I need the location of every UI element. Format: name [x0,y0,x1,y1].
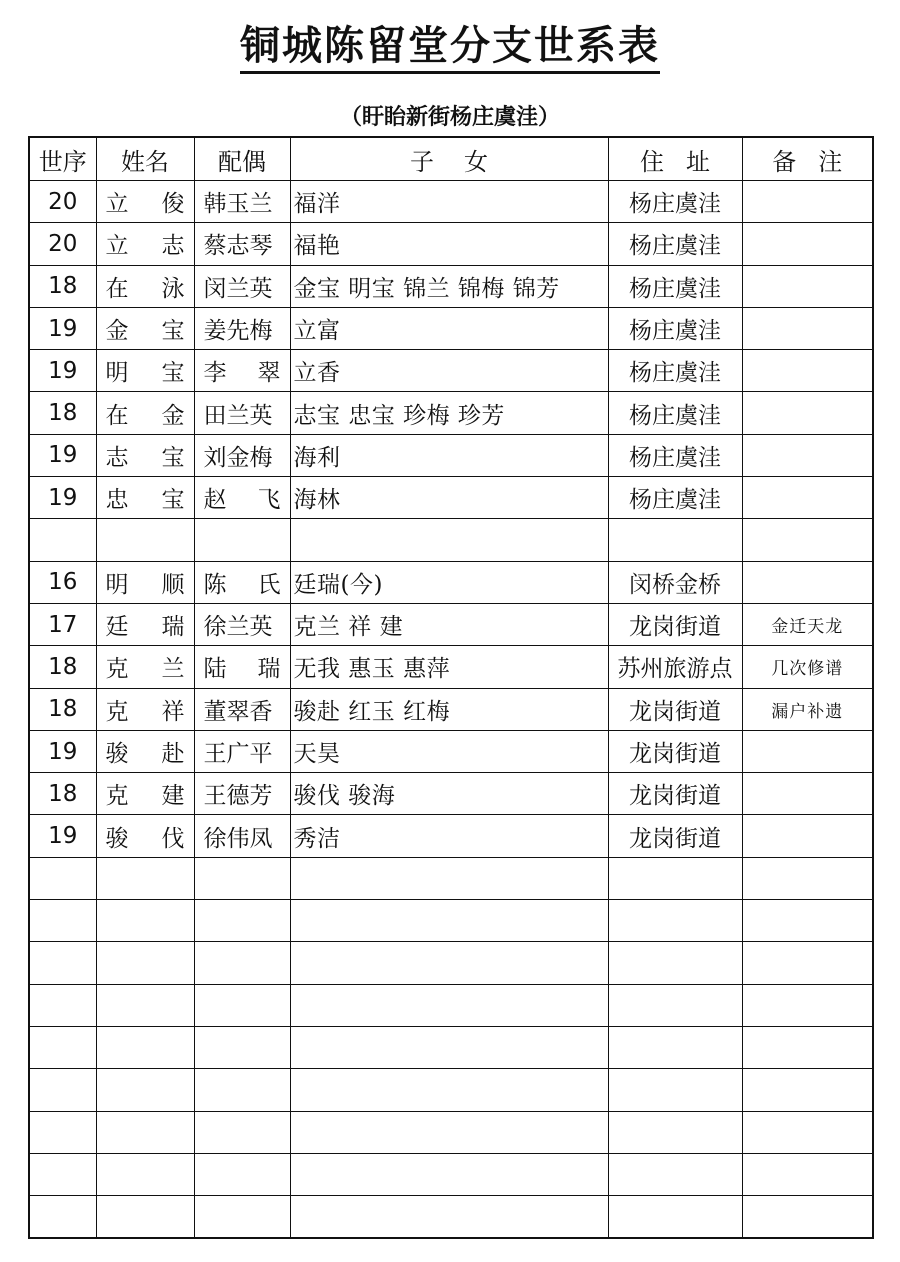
children-cell: 立富 [290,307,608,349]
generation-cell: 20 [29,181,96,223]
name-cell: 立志 [96,223,194,265]
spouse-cell [194,857,290,899]
address-cell: 龙岗街道 [608,730,742,772]
table-row [29,392,873,434]
note-cell [742,984,873,1026]
generation-cell [29,1153,96,1195]
generation-cell [29,519,96,561]
header-children [290,137,608,181]
children-cell: 金宝 明宝 锦兰 锦梅 锦芳 [290,265,608,307]
note-cell [742,561,873,603]
name-cell: 明宝 [96,350,194,392]
header-address-label: 住址 [640,147,732,176]
table-row [29,773,873,815]
address-cell [608,984,742,1026]
note-cell [742,350,873,392]
note-cell [742,1111,873,1153]
children-cell [290,984,608,1026]
table-row [29,688,873,730]
children-cell [290,900,608,942]
name-cell: 在泳 [96,265,194,307]
table-row [29,307,873,349]
children-cell [290,942,608,984]
spouse-cell [194,519,290,561]
children-cell [290,1026,608,1068]
address-cell [608,519,742,561]
note-cell [742,730,873,772]
children-cell: 天昊 [290,730,608,772]
table-row [29,350,873,392]
children-cell: 无我 惠玉 惠萍 [290,646,608,688]
note-cell [742,1153,873,1195]
address-cell: 杨庄虞洼 [608,265,742,307]
table-row [29,603,873,645]
generation-cell: 16 [29,561,96,603]
table-body [29,181,873,1239]
spouse-cell [194,984,290,1026]
generation-cell [29,1026,96,1068]
address-cell: 龙岗街道 [608,773,742,815]
address-cell: 龙岗街道 [608,603,742,645]
generation-cell: 19 [29,730,96,772]
table-row [29,1069,873,1111]
spouse-cell: 姜先梅 [194,307,290,349]
table-row [29,519,873,561]
header-spouse: 配偶 [194,137,290,181]
generation-cell: 18 [29,646,96,688]
children-cell [290,519,608,561]
table-row [29,181,873,223]
spouse-cell: 李翠 [194,350,290,392]
name-cell: 克建 [96,773,194,815]
table-row [29,1026,873,1068]
address-cell: 龙岗街道 [608,688,742,730]
generation-cell: 18 [29,265,96,307]
table-row [29,1153,873,1195]
children-cell: 立香 [290,350,608,392]
name-cell [96,1069,194,1111]
note-cell [742,1069,873,1111]
name-cell: 骏伐 [96,815,194,857]
name-cell: 在金 [96,392,194,434]
name-cell [96,942,194,984]
table-header-row [29,137,873,181]
children-cell [290,1196,608,1239]
table-row [29,900,873,942]
name-cell [96,857,194,899]
generation-cell [29,984,96,1026]
name-cell [96,1196,194,1239]
note-cell [742,434,873,476]
children-cell [290,1111,608,1153]
address-cell: 杨庄虞洼 [608,223,742,265]
note-cell [742,815,873,857]
generation-cell [29,857,96,899]
table-row [29,857,873,899]
name-cell: 克兰 [96,646,194,688]
generation-cell: 18 [29,773,96,815]
page-subtitle: （盱眙新街杨庄虞洼） [339,105,560,130]
children-cell: 廷瑞(今) [290,561,608,603]
generation-cell: 18 [29,688,96,730]
address-cell [608,1026,742,1068]
children-cell: 海利 [290,434,608,476]
spouse-cell: 陆瑞 [194,646,290,688]
name-cell [96,1111,194,1153]
generation-cell: 19 [29,434,96,476]
note-cell: 漏户补遗 [742,688,873,730]
generation-cell [29,1069,96,1111]
note-cell [742,519,873,561]
name-cell [96,1026,194,1068]
note-cell [742,392,873,434]
name-cell [96,900,194,942]
address-cell: 闵桥金桥 [608,561,742,603]
children-cell: 海林 [290,477,608,519]
children-cell: 克兰 祥 建 [290,603,608,645]
generation-cell: 19 [29,815,96,857]
spouse-cell [194,1196,290,1239]
page-title-text: 铜城陈留堂分支世系表 [240,23,660,74]
note-cell [742,223,873,265]
note-cell [742,857,873,899]
spouse-cell: 赵飞 [194,477,290,519]
address-cell: 杨庄虞洼 [608,392,742,434]
name-cell: 明顺 [96,561,194,603]
note-cell [742,181,873,223]
address-cell [608,1069,742,1111]
children-cell [290,1153,608,1195]
page-title [0,14,900,71]
spouse-cell: 闵兰英 [194,265,290,307]
address-cell: 杨庄虞洼 [608,307,742,349]
table-row [29,1111,873,1153]
note-cell: 几次修谱 [742,646,873,688]
name-cell: 志宝 [96,434,194,476]
spouse-cell: 徐兰英 [194,603,290,645]
name-cell: 立俊 [96,181,194,223]
spouse-cell [194,900,290,942]
table-row [29,265,873,307]
address-cell: 杨庄虞洼 [608,350,742,392]
table-row [29,477,873,519]
address-cell: 杨庄虞洼 [608,434,742,476]
note-cell: 金迁天龙 [742,603,873,645]
note-cell [742,1196,873,1239]
name-cell: 金宝 [96,307,194,349]
spouse-cell: 王德芳 [194,773,290,815]
header-notes-label: 备注 [772,147,865,176]
address-cell [608,1153,742,1195]
address-cell: 杨庄虞洼 [608,181,742,223]
note-cell [742,942,873,984]
table-row [29,223,873,265]
address-cell [608,942,742,984]
children-cell: 骏赴 红玉 红梅 [290,688,608,730]
table-row [29,646,873,688]
spouse-cell: 王广平 [194,730,290,772]
spouse-cell [194,1026,290,1068]
spouse-cell: 徐伟凤 [194,815,290,857]
name-cell: 克祥 [96,688,194,730]
address-cell: 苏州旅游点 [608,646,742,688]
spouse-cell [194,942,290,984]
spouse-cell: 田兰英 [194,392,290,434]
address-cell [608,1196,742,1239]
children-cell: 福艳 [290,223,608,265]
spouse-cell: 刘金梅 [194,434,290,476]
generation-cell: 20 [29,223,96,265]
note-cell [742,307,873,349]
spouse-cell: 董翠香 [194,688,290,730]
note-cell [742,900,873,942]
header-address [608,137,742,181]
spouse-cell: 蔡志琴 [194,223,290,265]
note-cell [742,773,873,815]
name-cell [96,984,194,1026]
generation-cell: 19 [29,307,96,349]
table-row [29,730,873,772]
header-generation: 世序 [29,137,96,181]
address-cell [608,1111,742,1153]
note-cell [742,265,873,307]
generation-cell: 17 [29,603,96,645]
table-row [29,984,873,1026]
spouse-cell [194,1069,290,1111]
note-cell [742,1026,873,1068]
header-name: 姓名 [96,137,194,181]
generation-cell [29,1111,96,1153]
address-cell: 杨庄虞洼 [608,477,742,519]
table-row [29,434,873,476]
name-cell: 忠宝 [96,477,194,519]
spouse-cell [194,1153,290,1195]
table-row [29,1196,873,1239]
name-cell [96,519,194,561]
generation-cell [29,942,96,984]
address-cell [608,900,742,942]
table-row [29,815,873,857]
header-children-label: 子女 [410,147,518,176]
children-cell: 志宝 忠宝 珍梅 珍芳 [290,392,608,434]
generation-cell: 18 [29,392,96,434]
children-cell: 秀洁 [290,815,608,857]
spouse-cell: 陈氏 [194,561,290,603]
table-row [29,561,873,603]
generation-cell [29,900,96,942]
children-cell [290,857,608,899]
table-row [29,942,873,984]
header-notes [742,137,873,181]
name-cell: 廷瑞 [96,603,194,645]
spouse-cell [194,1111,290,1153]
children-cell [290,1069,608,1111]
address-cell: 龙岗街道 [608,815,742,857]
address-cell [608,857,742,899]
genealogy-table [28,136,874,1239]
name-cell [96,1153,194,1195]
generation-cell: 19 [29,350,96,392]
children-cell: 福洋 [290,181,608,223]
name-cell: 骏赴 [96,730,194,772]
children-cell: 骏伐 骏海 [290,773,608,815]
generation-cell: 19 [29,477,96,519]
note-cell [742,477,873,519]
generation-cell [29,1196,96,1239]
spouse-cell: 韩玉兰 [194,181,290,223]
